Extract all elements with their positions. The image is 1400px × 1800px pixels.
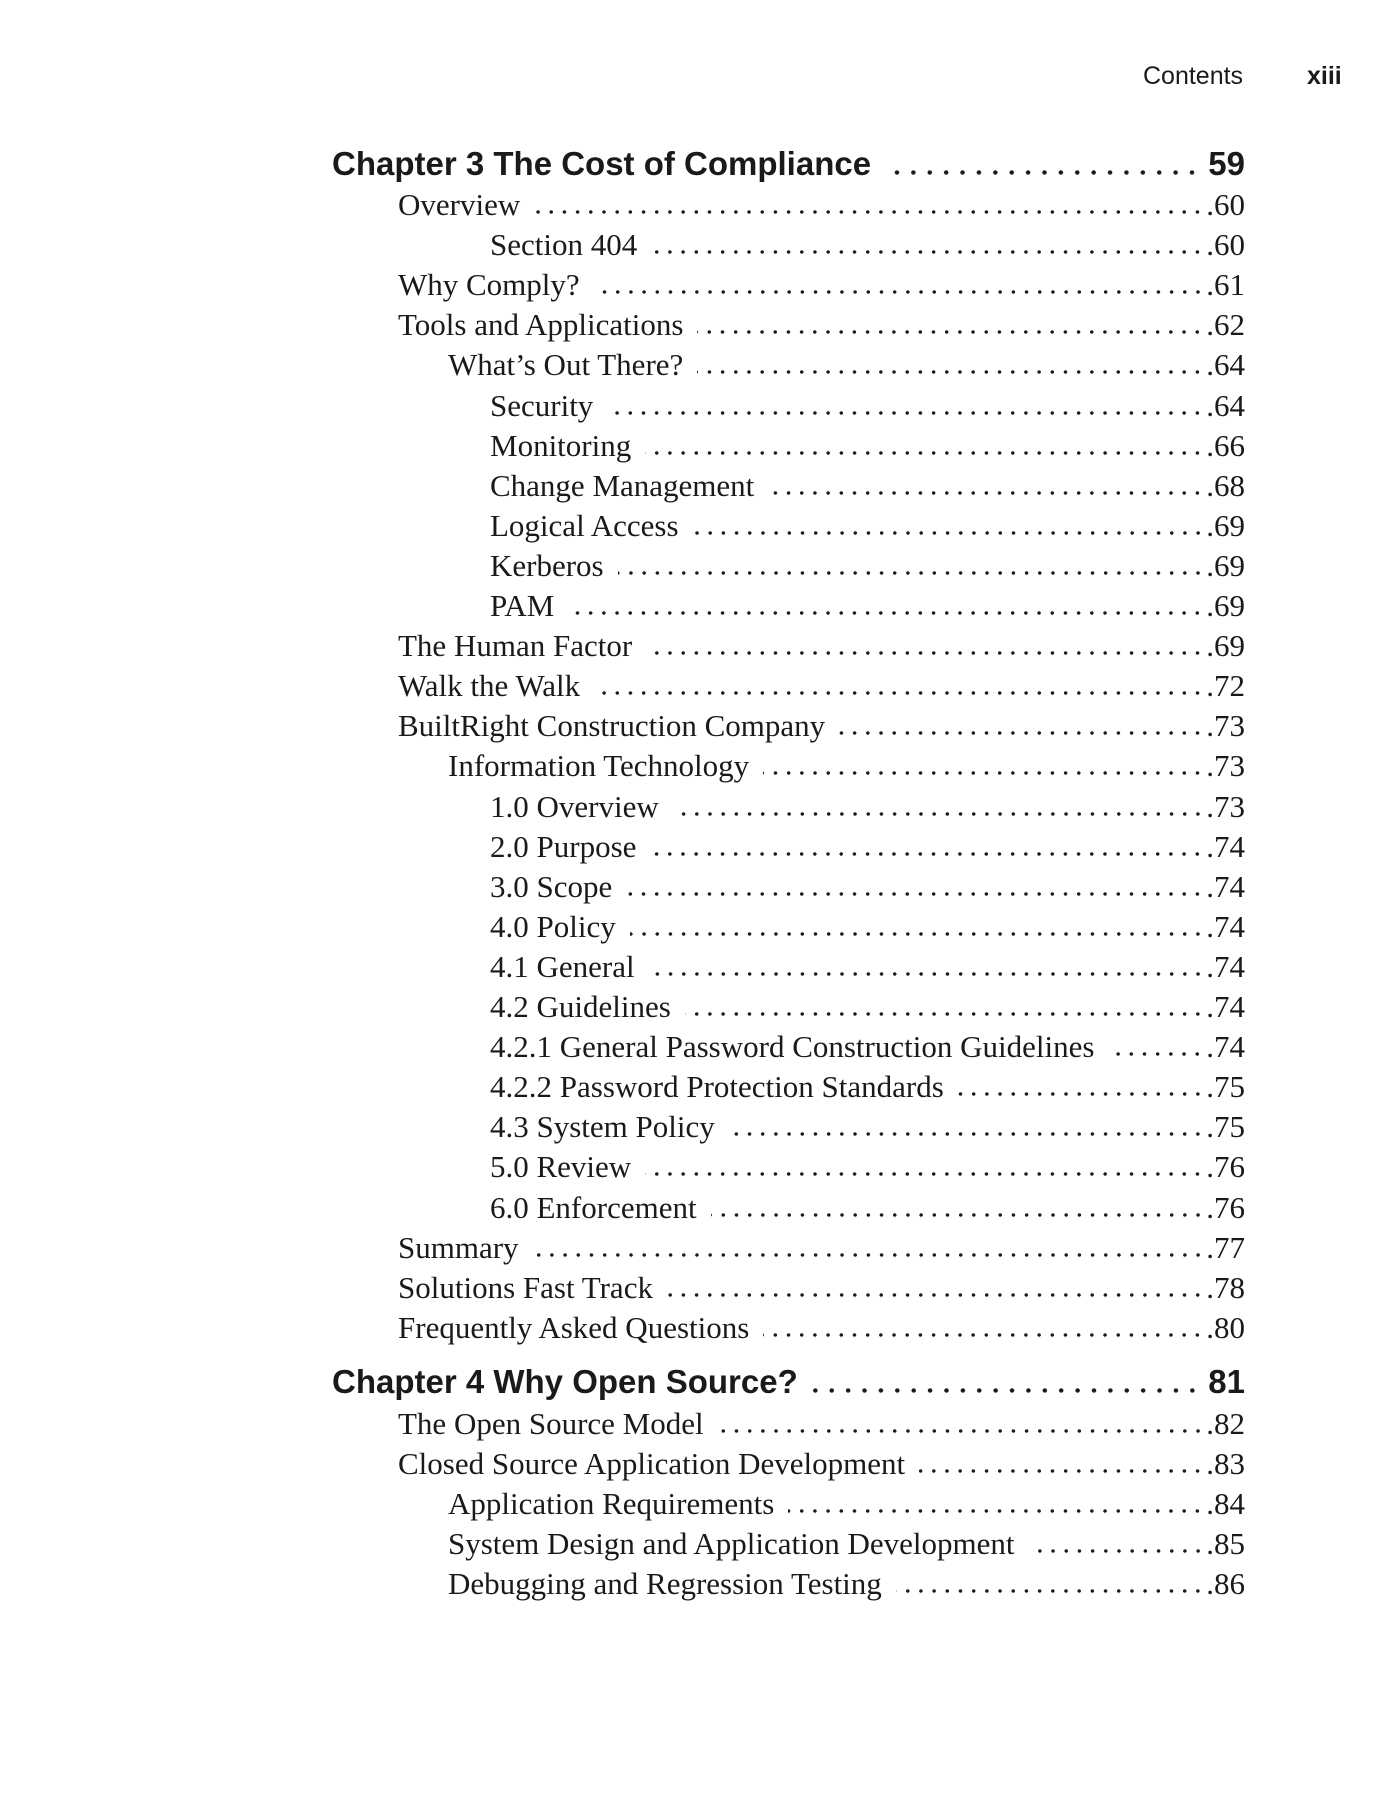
toc-entry-page: .76 — [1206, 1189, 1245, 1225]
dot-leader — [646, 651, 1204, 655]
toc-entry-label: BuiltRight Construction Company — [398, 708, 826, 744]
running-header-section: Contents — [1143, 62, 1244, 90]
toc-entry[interactable] — [490, 426, 1245, 466]
dot-leader — [958, 1092, 1204, 1096]
dot-leader — [594, 290, 1205, 294]
toc-entry-label: 4.3 System Policy — [490, 1109, 715, 1145]
dot-leader — [697, 370, 1204, 374]
dot-leader — [651, 250, 1204, 254]
toc-entry-page: .68 — [1206, 467, 1245, 503]
toc-entry[interactable] — [490, 987, 1245, 1027]
toc-entry-page: 81 — [1208, 1363, 1245, 1400]
toc-entry[interactable] — [490, 827, 1245, 867]
dot-leader — [718, 1429, 1205, 1433]
toc-entry-page: .61 — [1206, 267, 1245, 303]
toc-entry-page: .64 — [1206, 347, 1245, 383]
dot-leader — [729, 1132, 1204, 1136]
toc-entry-label: Logical Access — [490, 507, 679, 543]
toc-entry[interactable] — [490, 787, 1245, 827]
chapter-heading[interactable] — [332, 141, 1245, 187]
toc-entry-page: .69 — [1206, 547, 1245, 583]
toc-entry-label: Frequently Asked Questions — [398, 1309, 750, 1345]
toc-entry[interactable] — [448, 1524, 1245, 1564]
toc-entry[interactable] — [490, 466, 1245, 506]
toc-entry-label: Closed Source Application Development — [398, 1446, 906, 1482]
toc-entry[interactable] — [448, 1564, 1245, 1604]
dot-leader — [693, 531, 1205, 535]
dot-leader — [1108, 1052, 1204, 1056]
toc-entry[interactable] — [398, 185, 1245, 225]
dot-leader — [645, 451, 1204, 455]
dot-leader — [768, 491, 1204, 495]
dot-leader — [650, 852, 1204, 856]
toc-entry-label: Application Requirements — [448, 1486, 775, 1522]
toc-entry-label: Why Comply? — [398, 267, 580, 303]
toc-entry-page: .64 — [1206, 387, 1245, 423]
toc-entry-page: .69 — [1206, 588, 1245, 623]
toc-entry-label: Information Technology — [448, 748, 750, 784]
toc-entry-page: .73 — [1206, 788, 1245, 824]
dot-leader — [697, 330, 1204, 334]
dot-leader — [839, 731, 1204, 735]
toc-entry[interactable] — [490, 225, 1245, 265]
toc-entry-page: .66 — [1206, 427, 1245, 463]
toc-entry[interactable] — [490, 907, 1245, 947]
toc-entry[interactable] — [398, 1404, 1245, 1444]
toc-entry-page: .83 — [1206, 1446, 1245, 1482]
dot-leader — [618, 571, 1205, 575]
toc-entry-page: .74 — [1206, 1029, 1245, 1065]
dot-leader — [673, 812, 1205, 816]
toc-entry-label: 4.2.2 Password Protection Standards — [490, 1069, 944, 1105]
toc-entry[interactable] — [398, 666, 1245, 706]
toc-entry[interactable] — [490, 867, 1245, 907]
toc-entry-label: What’s Out There? — [448, 347, 684, 383]
dot-leader — [919, 1469, 1204, 1473]
toc-entry[interactable] — [490, 1188, 1245, 1228]
toc-entry-page: .80 — [1206, 1309, 1245, 1345]
toc-entry-label: 3.0 Scope — [490, 868, 613, 904]
toc-entry-label: Chapter 3 The Cost of Compliance — [332, 145, 872, 182]
dot-leader — [534, 210, 1204, 214]
toc-entry-label: 4.2 Guidelines — [490, 989, 671, 1024]
toc-entry[interactable] — [398, 265, 1245, 305]
toc-entry[interactable] — [398, 1268, 1245, 1308]
toc-entry-label: System Design and Application Development — [448, 1526, 1015, 1562]
toc-entry-page: .73 — [1206, 748, 1245, 784]
toc-entry-page: .84 — [1206, 1486, 1245, 1522]
toc-entry-label: 1.0 Overview — [490, 788, 659, 824]
toc-entry-page: .74 — [1206, 989, 1245, 1024]
dot-leader — [594, 691, 1204, 695]
toc-entry-label: Monitoring — [490, 427, 632, 463]
toc-entry-label: Overview — [398, 187, 521, 222]
toc-entry[interactable] — [490, 1107, 1245, 1147]
toc-entry-label: 5.0 Review — [490, 1149, 632, 1185]
toc-entry[interactable] — [448, 345, 1245, 385]
toc-entry[interactable] — [398, 626, 1245, 666]
toc-entry[interactable] — [490, 1147, 1245, 1187]
toc-entry-page: .72 — [1206, 668, 1245, 704]
toc-entry-page: .78 — [1206, 1269, 1245, 1305]
toc-entry-label: Debugging and Regression Testing — [448, 1566, 882, 1602]
toc-entry-page: 59 — [1208, 145, 1245, 182]
toc-entry[interactable] — [490, 1067, 1245, 1107]
toc-entry[interactable] — [490, 386, 1245, 426]
toc-entry-label: Kerberos — [490, 547, 604, 583]
dot-leader — [649, 972, 1205, 976]
toc-entry-page: .76 — [1206, 1149, 1245, 1185]
toc-entry-label: Summary — [398, 1229, 519, 1265]
toc-entry[interactable] — [490, 1027, 1245, 1067]
toc-entry-page: .85 — [1206, 1526, 1245, 1562]
toc-entry-label: The Human Factor — [398, 628, 633, 664]
dot-leader — [645, 1172, 1204, 1176]
dot-leader — [788, 1509, 1204, 1513]
toc-entry-label: 2.0 Purpose — [490, 828, 637, 864]
dot-leader — [812, 1388, 1201, 1393]
toc-entry-page: .69 — [1206, 628, 1245, 664]
dot-leader — [896, 1589, 1204, 1593]
toc-entry[interactable] — [398, 1308, 1245, 1348]
toc-entry[interactable] — [398, 1444, 1245, 1484]
toc-entry[interactable] — [398, 305, 1245, 345]
dot-leader — [763, 1333, 1204, 1337]
toc-entry-page: .74 — [1206, 948, 1245, 984]
toc-entry-page: .60 — [1206, 187, 1245, 222]
toc-entry-page: .69 — [1206, 507, 1245, 543]
toc-entry-label: 6.0 Enforcement — [490, 1189, 697, 1225]
dot-leader — [667, 1293, 1204, 1297]
dot-leader — [685, 1012, 1204, 1016]
toc-entry-page: .62 — [1206, 307, 1245, 343]
dot-leader — [885, 170, 1200, 175]
toc-entry[interactable] — [398, 706, 1245, 746]
dot-leader — [533, 1253, 1205, 1257]
toc-entry-page: .75 — [1206, 1109, 1245, 1145]
toc-entry-label: 4.2.1 General Password Construction Guidelines — [490, 1029, 1095, 1065]
toc-entry-label: 4.1 General — [490, 948, 635, 984]
running-header-page-number: xiii — [1307, 62, 1342, 90]
toc-entry[interactable] — [398, 1228, 1245, 1268]
dot-leader — [711, 1213, 1205, 1217]
toc-entry-label: PAM — [490, 588, 555, 623]
toc-entry[interactable] — [490, 506, 1245, 546]
toc-entry-page: .74 — [1206, 828, 1245, 864]
dot-leader — [630, 932, 1205, 936]
toc-entry-label: Security — [490, 387, 594, 423]
toc-entry-label: Change Management — [490, 467, 755, 503]
toc-entry[interactable] — [448, 746, 1245, 786]
toc-entry-label: Solutions Fast Track — [398, 1269, 653, 1305]
toc-entry-label: Tools and Applications — [398, 307, 684, 343]
toc-entry-label: The Open Source Model — [398, 1406, 704, 1441]
dot-leader — [568, 611, 1204, 615]
toc-entry-page: .74 — [1206, 868, 1245, 904]
toc-entry-page: .86 — [1206, 1566, 1245, 1602]
dot-leader — [763, 771, 1204, 775]
dot-leader — [607, 411, 1204, 415]
toc-entry[interactable] — [490, 586, 1245, 626]
toc-entry-page: .77 — [1206, 1229, 1245, 1265]
toc-entry-label: Section 404 — [490, 227, 638, 263]
chapter-heading[interactable] — [332, 1359, 1245, 1405]
toc-entry[interactable] — [490, 947, 1245, 987]
toc-entry[interactable] — [448, 1484, 1245, 1524]
dot-leader — [626, 892, 1204, 896]
toc-entry-page: .75 — [1206, 1069, 1245, 1105]
toc-entry-label: 4.0 Policy — [490, 908, 616, 944]
toc-entry-page: .74 — [1206, 908, 1245, 944]
toc-entry-label: Chapter 4 Why Open Source? — [332, 1363, 798, 1400]
toc-entry-label: Walk the Walk — [398, 668, 581, 704]
toc-entry[interactable] — [490, 546, 1245, 586]
toc-entry-page: .60 — [1206, 227, 1245, 263]
dot-leader — [1029, 1549, 1205, 1553]
toc-entry-page: .73 — [1206, 708, 1245, 744]
toc-entry-page: .82 — [1206, 1406, 1245, 1441]
